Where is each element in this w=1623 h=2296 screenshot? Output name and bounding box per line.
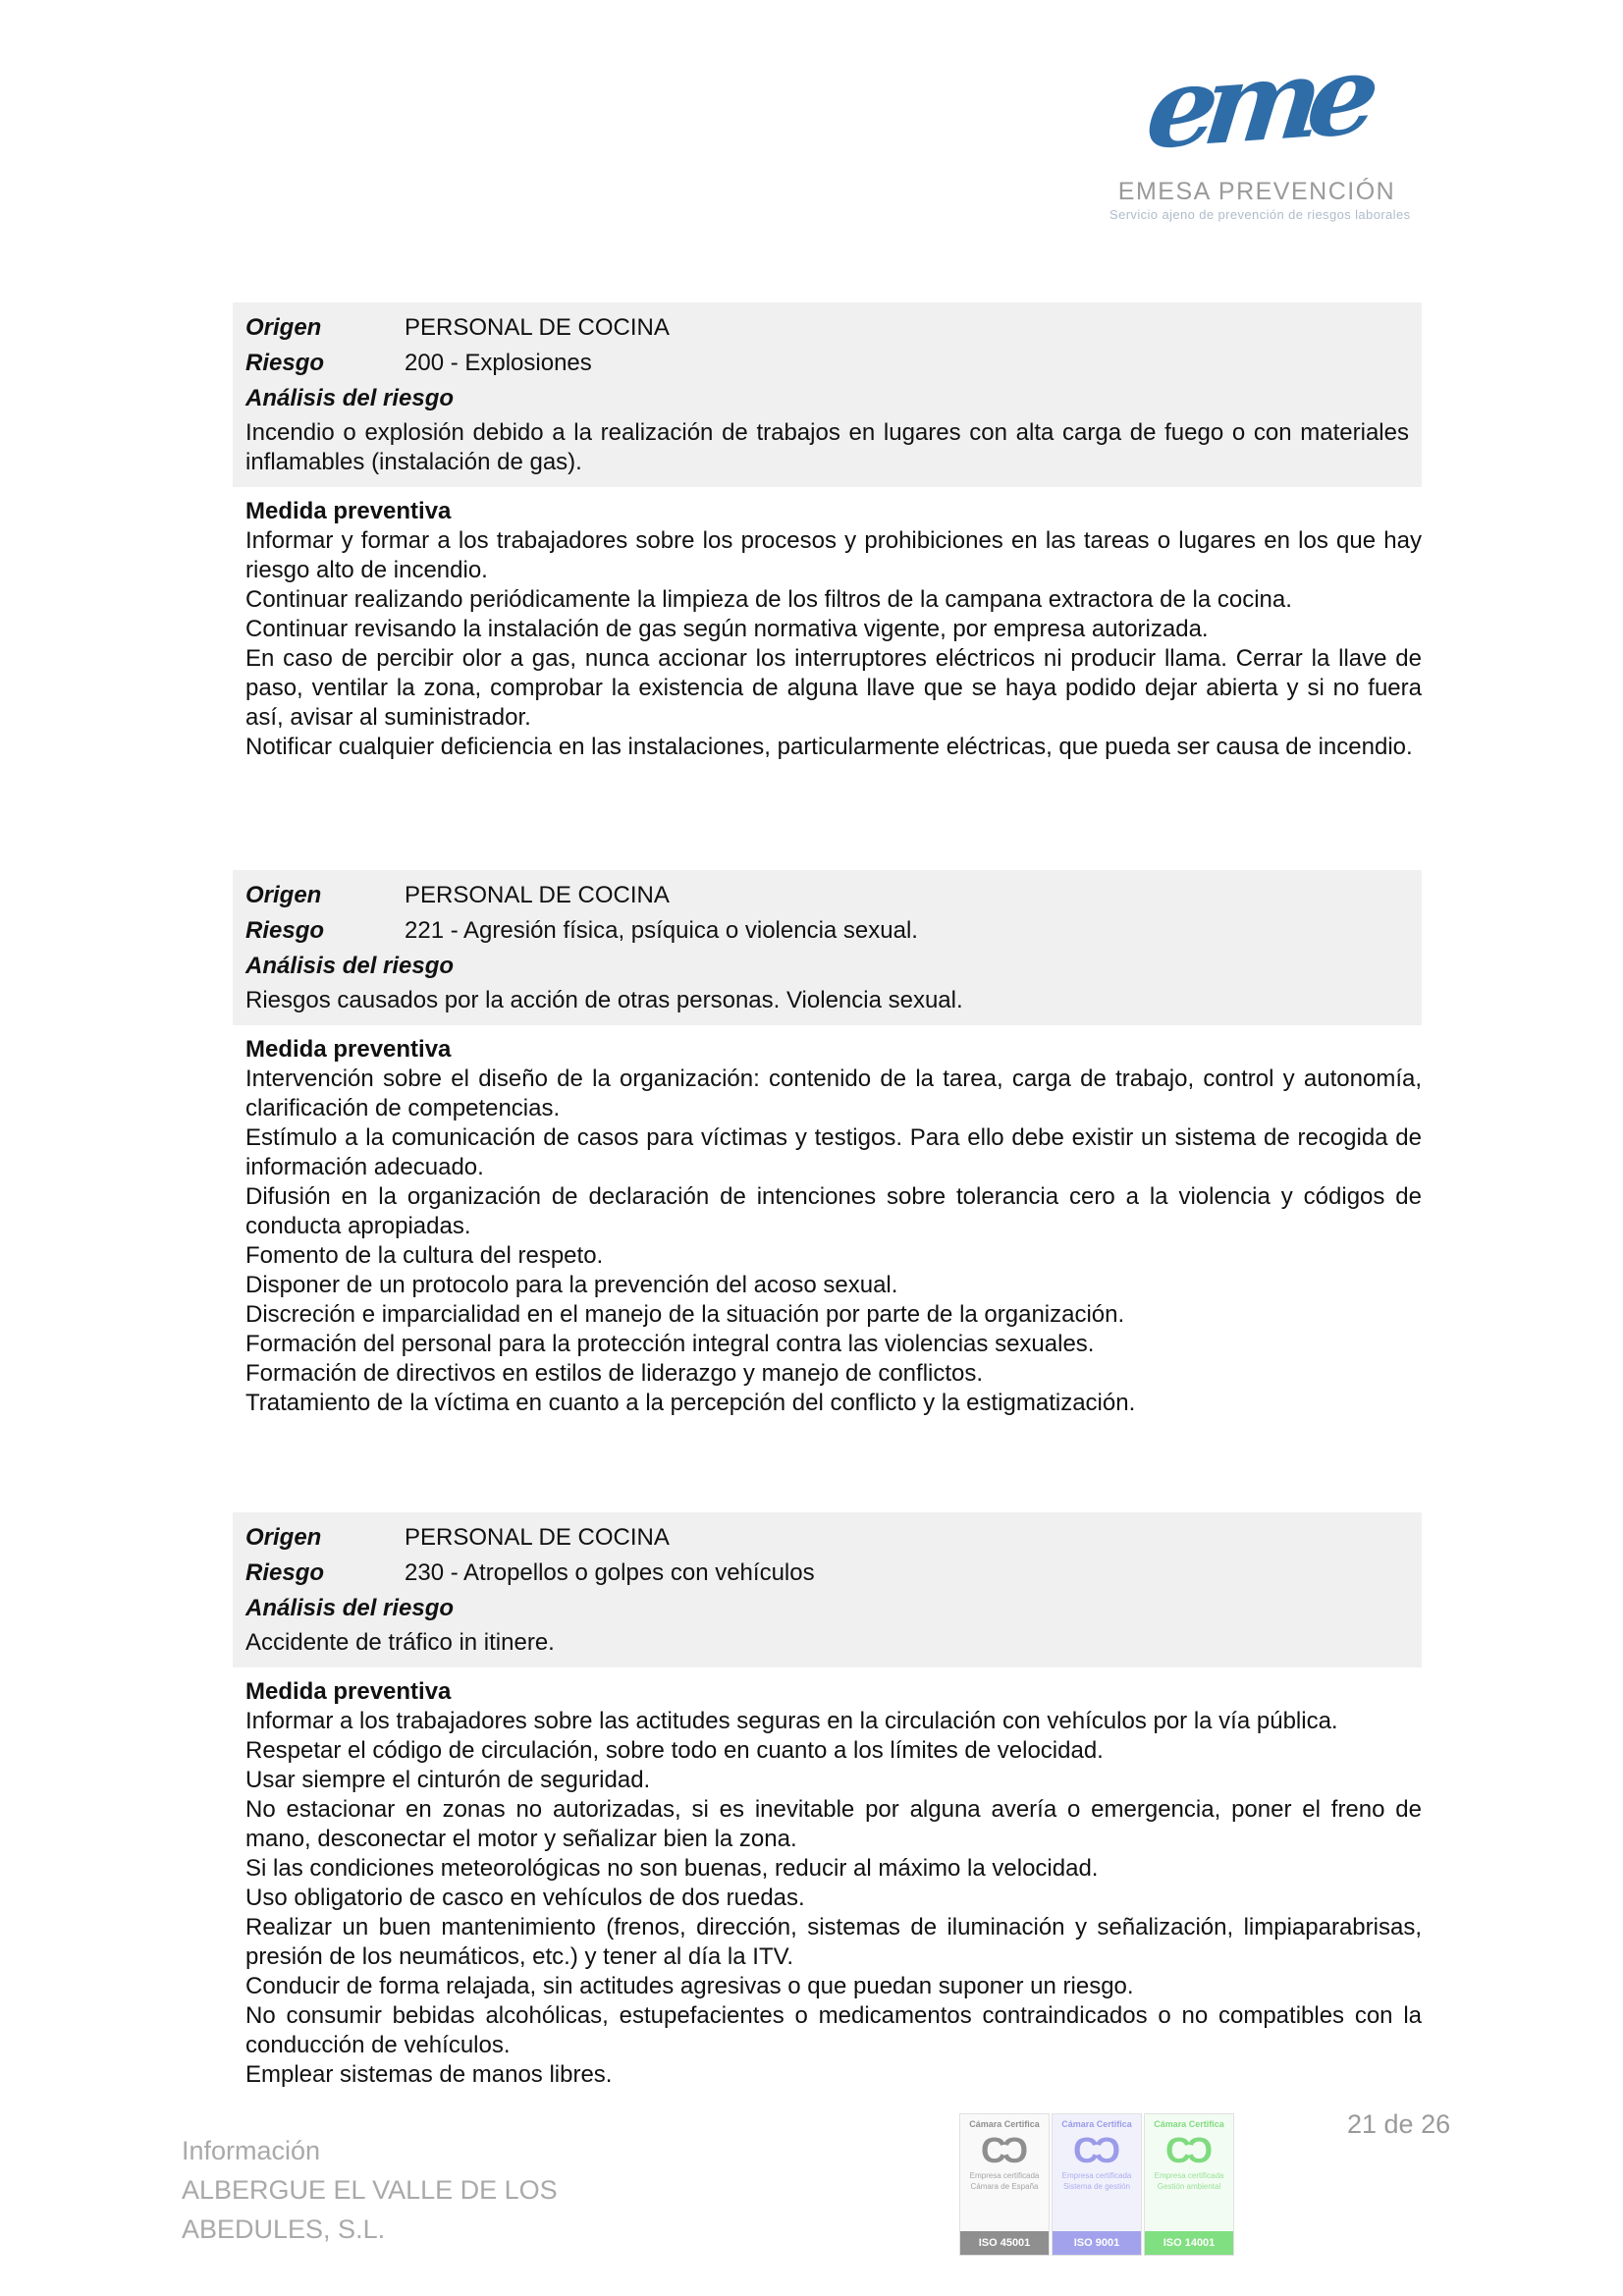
riesgo-label: Riesgo xyxy=(245,350,325,376)
camara-certifica-logo-icon: C C xyxy=(1073,2130,1120,2170)
badge-iso-label: ISO 14001 xyxy=(1145,2231,1233,2255)
preventive-measure-item: En caso de percibir olor a gas, nunca accionar los interruptores eléctricos ni producir llama. Cerrar la llave de paso, ventilar la zona, comprobar la existencia de alguna llave que se haya podido dejar abierta y si no fuera así, avisar al suministrador. xyxy=(245,645,1422,731)
preventive-measure-item: Continuar realizando periódicamente la limpieza de los filtros de la campana extractora de la cocina. xyxy=(245,586,1292,613)
camara-certifica-logo-icon: C C xyxy=(1165,2130,1213,2170)
preventive-measure-item: Discreción e imparcialidad en el manejo de la situación por parte de la organización. xyxy=(245,1301,1125,1328)
preventive-measures xyxy=(245,496,1422,762)
badge-header: Cámara Certifica xyxy=(969,2119,1040,2129)
origen-label: Origen xyxy=(245,882,322,908)
preventive-measure-item: Uso obligatorio de casco en vehículos de dos ruedas. xyxy=(245,1885,805,1911)
preventive-measure-item: Disponer de un protocolo para la prevención del acoso sexual. xyxy=(245,1272,898,1298)
emesa-script-logo-icon: eme xyxy=(1141,30,1373,175)
badge-subline: Empresa certificada xyxy=(1061,2171,1132,2180)
riesgo-value: 230 - Atropellos o golpes con vehículos xyxy=(405,1559,815,1586)
preventive-measure-item: Conducir de forma relajada, sin actitudes agresivas o que puedan suponer un riesgo. xyxy=(245,1973,1134,1999)
analysis-text: Riesgos causados por la acción de otras personas. Violencia sexual. xyxy=(245,987,963,1013)
preventive-measure-item: Informar y formar a los trabajadores sobre los procesos y prohibiciones en las tareas o lugares en los que hay riesgo alto de incendio. xyxy=(245,527,1422,583)
origen-value: PERSONAL DE COCINA xyxy=(405,314,670,341)
preventive-measure-item: Difusión en la organización de declaración de intenciones sobre tolerancia cero a la violencia y códigos de conducta apropiadas. xyxy=(245,1183,1422,1239)
analysis-text: Incendio o explosión debido a la realización de trabajos en lugares con alta carga de fuego o con materiales inflamables (instalación de gas). xyxy=(245,419,1409,475)
risk-header-box xyxy=(233,302,1422,487)
preventive-measure-item: Formación del personal para la protección integral contra las violencias sexuales. xyxy=(245,1331,1095,1357)
preventive-measure-item: Fomento de la cultura del respeto. xyxy=(245,1242,604,1269)
badge-subline: Gestión ambiental xyxy=(1157,2182,1221,2191)
badge-subline: Empresa certificada xyxy=(969,2171,1040,2180)
analysis-text: Accidente de tráfico in itinere. xyxy=(245,1629,555,1656)
footer-client-info xyxy=(182,2131,558,2249)
origen-value: PERSONAL DE COCINA xyxy=(405,1524,670,1551)
preventive-measure-item: No estacionar en zonas no autorizadas, si es inevitable por alguna avería o emergencia, poner el freno de mano, desconectar el motor y señalizar bien la zona. xyxy=(245,1796,1422,1852)
risk-header-box xyxy=(233,870,1422,1025)
company-name-line1: ALBERGUE EL VALLE DE LOS xyxy=(182,2175,558,2205)
medida-heading: Medida preventiva xyxy=(245,1678,452,1705)
medida-heading: Medida preventiva xyxy=(245,1036,452,1063)
badge-subline: Sistema de gestión xyxy=(1062,2182,1131,2191)
riesgo-label: Riesgo xyxy=(245,1559,325,1586)
badge-header: Cámara Certifica xyxy=(1154,2119,1224,2129)
riesgo-label: Riesgo xyxy=(245,917,325,944)
badge-subline: Empresa certificada xyxy=(1154,2171,1224,2180)
page-number: 21 de 26 xyxy=(1347,2109,1451,2139)
camara-certifica-logo-icon: C C xyxy=(981,2130,1028,2170)
analysis-heading: Análisis del riesgo xyxy=(245,1595,455,1621)
risk-header-box xyxy=(233,1512,1422,1667)
preventive-measure-item: Notificar cualquier deficiencia en las instalaciones, particularmente eléctricas, que pueda ser causa de incendio. xyxy=(245,734,1413,760)
analysis-heading: Análisis del riesgo xyxy=(245,953,455,979)
origen-label: Origen xyxy=(245,314,322,341)
preventive-measure-item: Estímulo a la comunicación de casos para víctimas y testigos. Para ello debe existir un sistema de recogida de información adecuado. xyxy=(245,1124,1422,1180)
preventive-measure-item: No consumir bebidas alcohólicas, estupefacientes o medicamentos contraindicados o no compatibles con la conducción de vehículos. xyxy=(245,2002,1422,2058)
preventive-measure-item: Emplear sistemas de manos libres. xyxy=(245,2061,613,2088)
risk-section xyxy=(233,302,1422,762)
risk-section xyxy=(233,1512,1422,2090)
footer-info-label: Información xyxy=(182,2136,321,2165)
cert-badge-iso14001 xyxy=(1144,2113,1234,2256)
cert-badge-iso9001 xyxy=(1052,2113,1142,2256)
preventive-measure-item: Intervención sobre el diseño de la organización: contenido de la tarea, carga de trabajo, control y autonomía, clarificación de competencias. xyxy=(245,1066,1422,1121)
preventive-measure-item: Informar a los trabajadores sobre las actitudes seguras en la circulación con vehículos por la vía pública. xyxy=(245,1708,1338,1734)
preventive-measure-item: Realizar un buen mantenimiento (frenos, dirección, sistemas de iluminación y señalización, limpiaparabrisas, presión de los neumáticos, etc.) y tener al día la ITV. xyxy=(245,1914,1422,1970)
medida-heading: Medida preventiva xyxy=(245,498,452,524)
company-logo xyxy=(1109,29,1411,241)
risk-section xyxy=(233,870,1422,1418)
riesgo-value: 200 - Explosiones xyxy=(405,350,592,376)
certification-badges xyxy=(959,2113,1234,2256)
preventive-measure-item: Tratamiento de la víctima en cuanto a la percepción del conflicto y la estigmatización. xyxy=(245,1390,1136,1416)
cert-badge-iso45001 xyxy=(959,2113,1050,2256)
company-name-line2: ABEDULES, S.L. xyxy=(182,2214,386,2244)
brand-tagline: Servicio ajeno de prevención de riesgos laborales xyxy=(1109,207,1411,222)
badge-header: Cámara Certifica xyxy=(1061,2119,1132,2129)
riesgo-value: 221 - Agresión física, psíquica o violencia sexual. xyxy=(405,917,918,944)
badge-iso-label: ISO 9001 xyxy=(1053,2231,1141,2255)
badge-iso-label: ISO 45001 xyxy=(960,2231,1049,2255)
preventive-measure-item: Usar siempre el cinturón de seguridad. xyxy=(245,1767,651,1793)
origen-value: PERSONAL DE COCINA xyxy=(405,882,670,908)
preventive-measure-item: Si las condiciones meteorológicas no son buenas, reducir al máximo la velocidad. xyxy=(245,1855,1099,1882)
preventive-measure-item: Formación de directivos en estilos de liderazgo y manejo de conflictos. xyxy=(245,1360,984,1387)
brand-name: EMESA PREVENCIÓN xyxy=(1117,178,1396,205)
preventive-measure-item: Continuar revisando la instalación de gas según normativa vigente, por empresa autorizada. xyxy=(245,616,1209,642)
preventive-measures xyxy=(245,1676,1422,2090)
analysis-heading: Análisis del riesgo xyxy=(245,385,455,411)
badge-subline: Cámara de España xyxy=(970,2182,1039,2191)
preventive-measure-item: Respetar el código de circulación, sobre todo en cuanto a los límites de velocidad. xyxy=(245,1737,1104,1764)
origen-label: Origen xyxy=(245,1524,322,1551)
preventive-measures xyxy=(245,1034,1422,1418)
